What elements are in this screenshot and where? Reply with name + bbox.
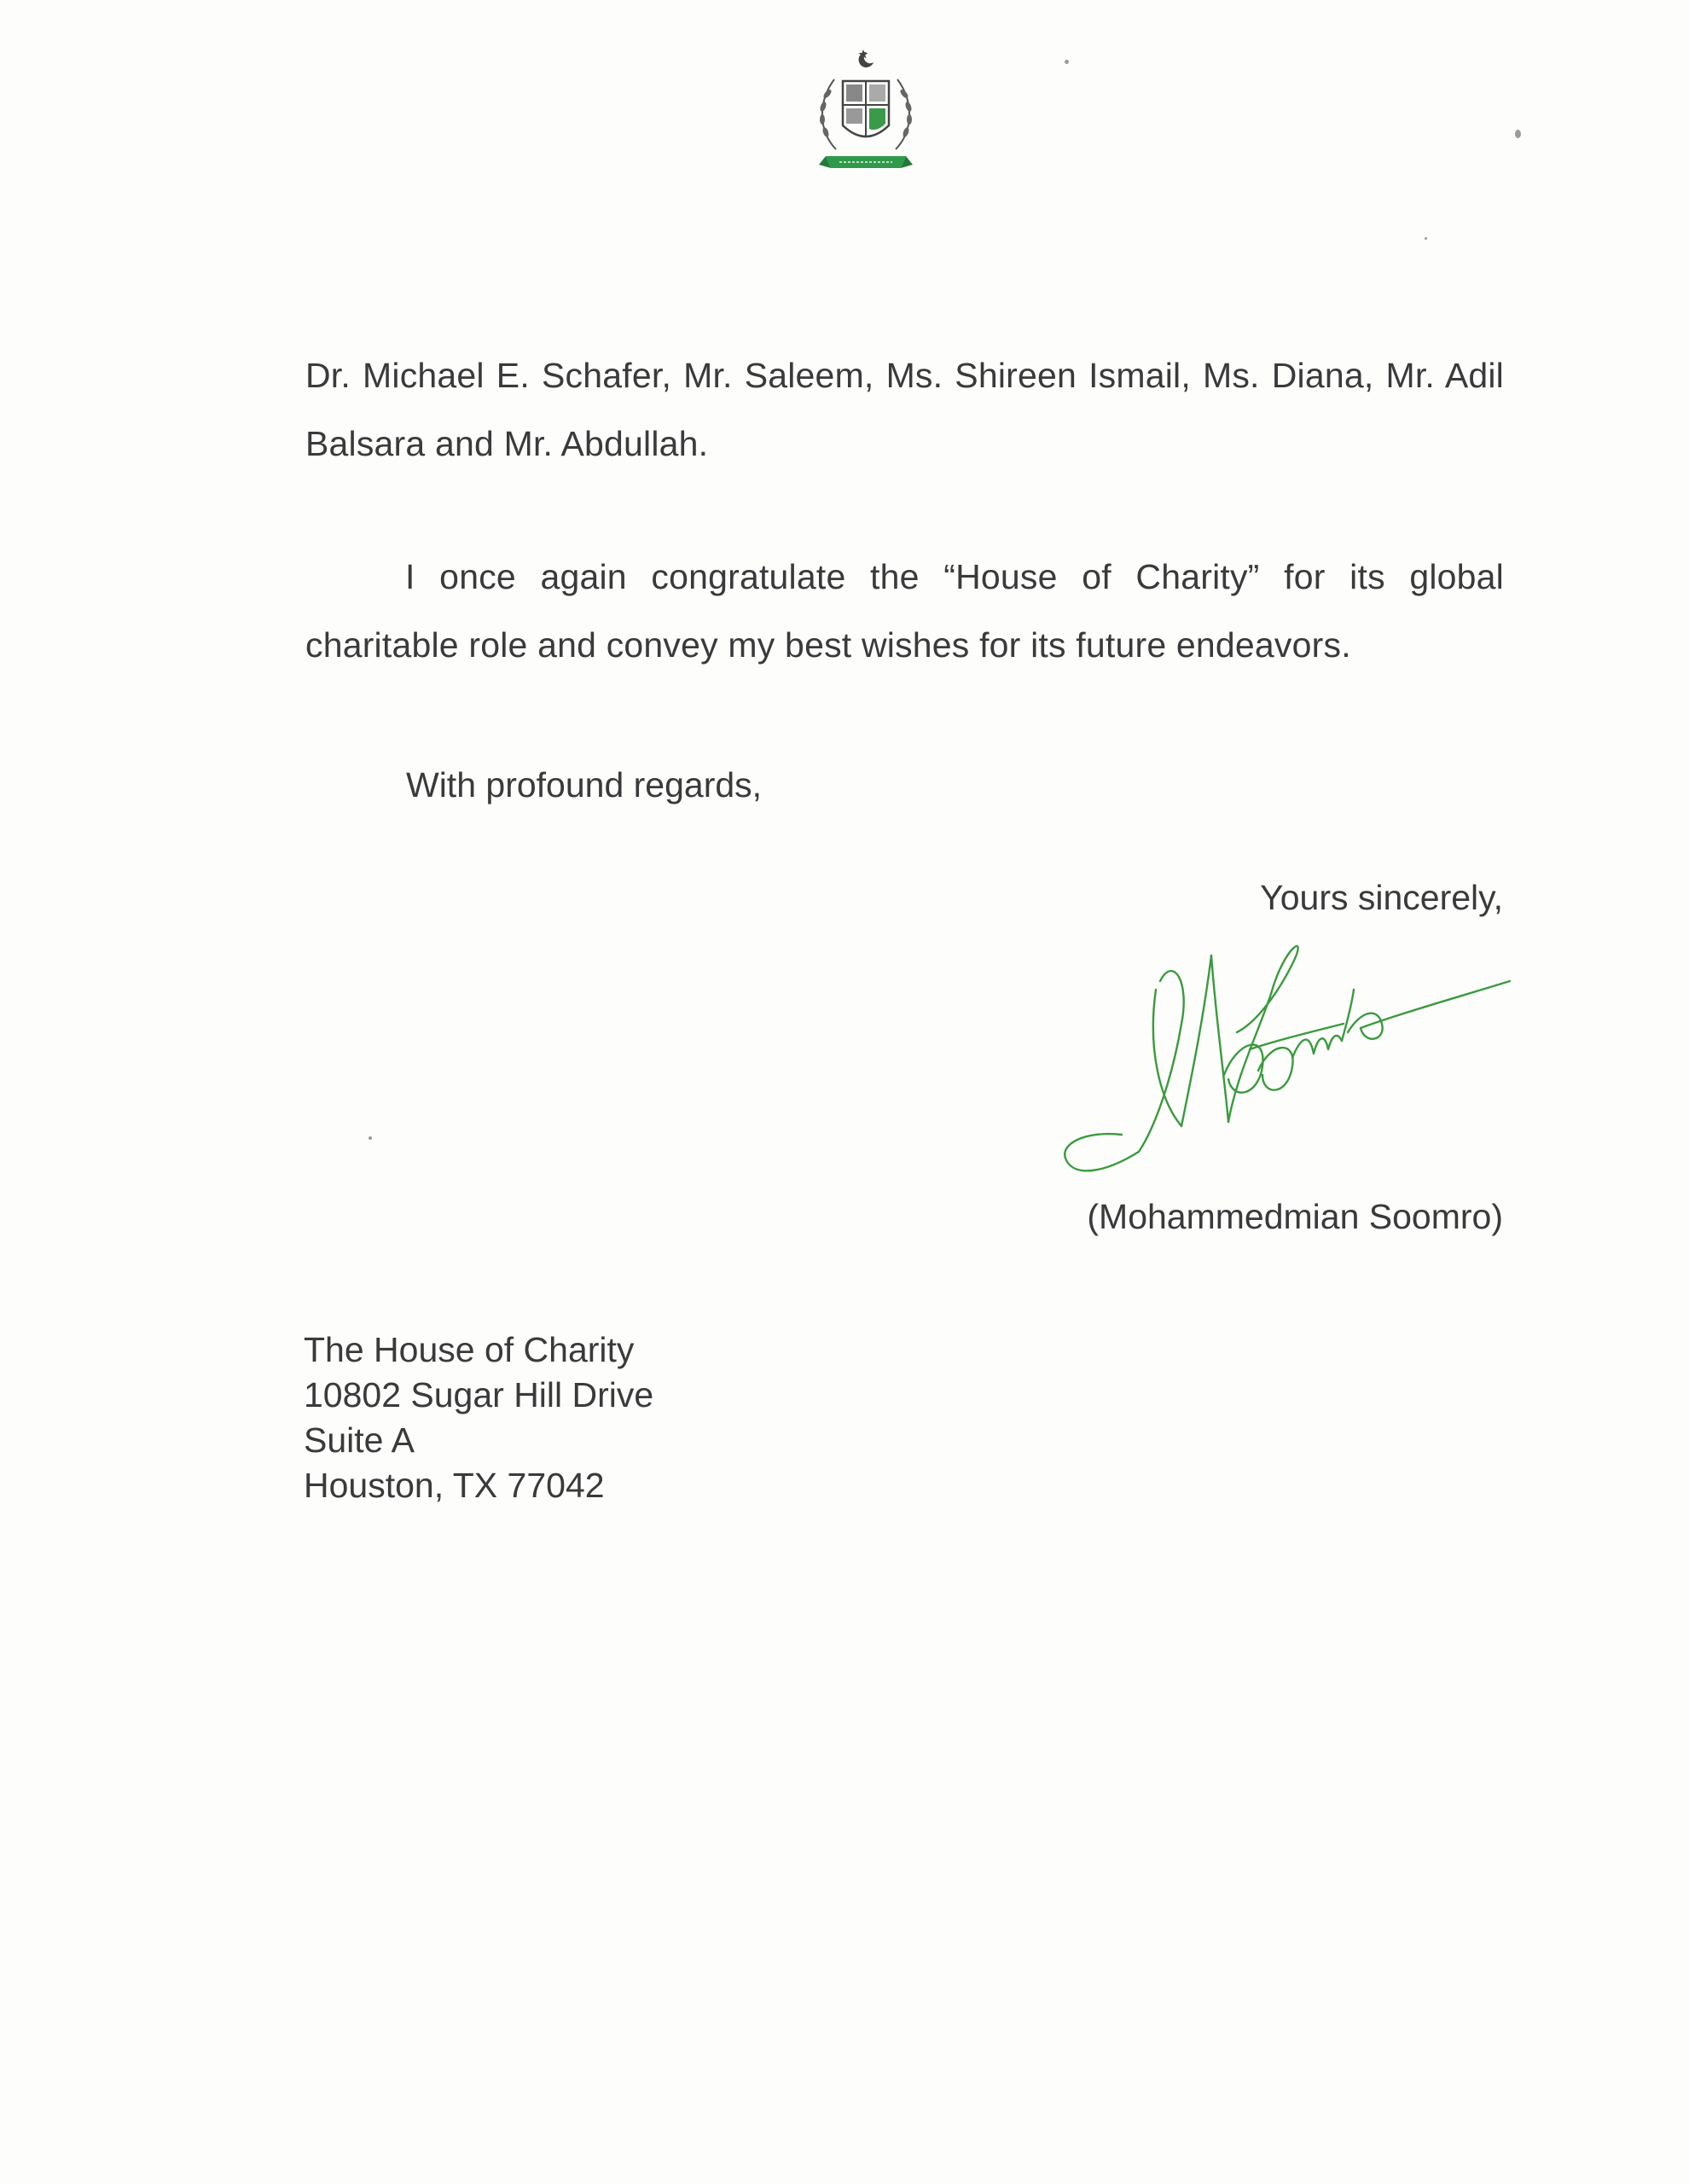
recipient-address — [304, 1327, 653, 1508]
scan-speck — [369, 1136, 372, 1140]
closing-line: Yours sincerely, — [1260, 878, 1503, 917]
signer-name: (Mohammedmian Soomro) — [1087, 1197, 1503, 1236]
state-emblem-icon — [810, 47, 921, 183]
scan-speck — [1515, 130, 1521, 138]
address-line: The House of Charity — [304, 1330, 635, 1369]
regards-line: With profound regards, — [406, 765, 763, 804]
address-line: Houston, TX 77042 — [304, 1466, 605, 1505]
scan-speck — [1065, 60, 1069, 64]
scan-speck — [1425, 237, 1427, 240]
recipients-paragraph: Dr. Michael E. Schafer, Mr. Saleem, Ms. Shireen Ismail, Ms. Diana, Mr. Adil Balsara and Mr. Abdullah. — [305, 356, 1504, 463]
signature-icon — [1053, 930, 1514, 1186]
address-line: 10802 Sugar Hill Drive — [304, 1375, 654, 1414]
address-line: Suite A — [304, 1420, 415, 1460]
congratulation-paragraph: I once again congratulate the “House of Charity” for its global charitable role and convey my best wishes for its future endeavors. — [305, 557, 1504, 665]
